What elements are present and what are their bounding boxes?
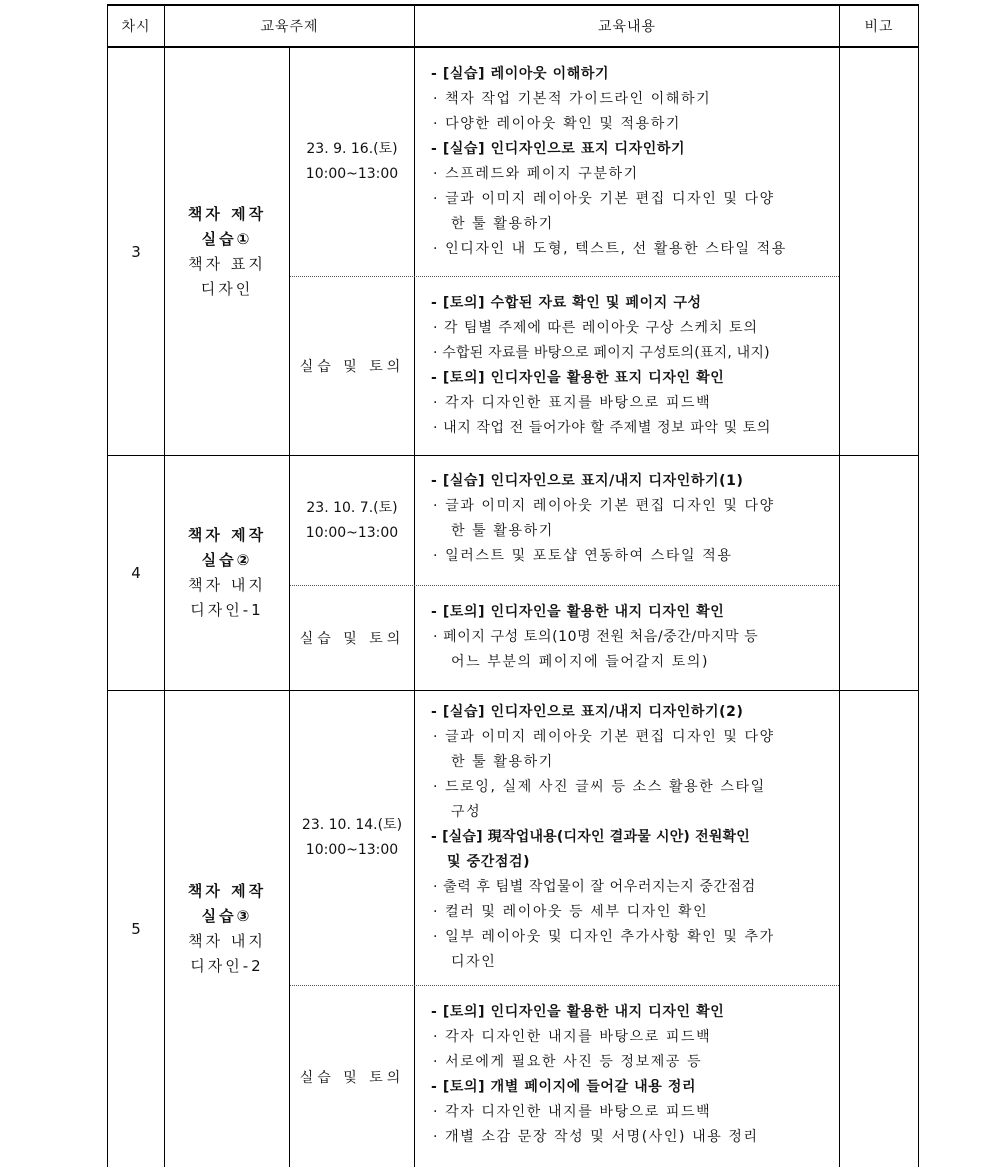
curriculum-table — [107, 4, 919, 1167]
header-session: 차시 — [121, 19, 151, 35]
content-heading: - [토의] 인디자인을 활용한 내지 디자인 확인 — [431, 1004, 725, 1020]
content-item: · 출력 후 팀별 작업물이 잘 어우러지는지 중간점검 — [433, 879, 756, 895]
content-heading: - [토의] 수합된 자료 확인 및 페이지 구성 — [431, 295, 702, 311]
content-heading-continued: 및 중간점검) — [447, 854, 531, 870]
session-topic — [165, 691, 289, 1167]
content-heading: - [실습] 인디자인으로 표지/내지 디자인하기(2) — [431, 704, 744, 720]
column-divider — [839, 4, 840, 1167]
practice-label: 실습 및 토의 — [299, 631, 405, 647]
content-item: · 각자 디자인한 내지를 바탕으로 피드백 — [433, 1029, 712, 1045]
content-heading: - [실습] 인디자인으로 표지 디자인하기 — [431, 141, 686, 157]
content-item-continued: 디자인 — [451, 954, 497, 970]
session-topic — [165, 48, 289, 455]
content-item: · 각자 디자인한 표지를 바탕으로 피드백 — [433, 395, 712, 411]
content-item: · 일러스트 및 포토샵 연동하여 스타일 적용 — [433, 548, 733, 564]
topic-title: 실습③ — [201, 907, 253, 925]
content-item: · 개별 소감 문장 작성 및 서명(사인) 내용 정리 — [433, 1129, 759, 1145]
topic-subtitle: 디자인 — [200, 279, 254, 298]
practice-label: 실습 및 토의 — [299, 359, 405, 375]
content-item: · 컬러 및 레이아웃 등 세부 디자인 확인 — [433, 904, 709, 920]
session-number: 3 — [131, 242, 141, 261]
time-text: 10:00~13:00 — [305, 842, 399, 858]
content-item: · 인디자인 내 도형, 텍스트, 선 활용한 스타일 적용 — [433, 241, 787, 257]
content-item: · 다양한 레이아웃 확인 및 적용하기 — [433, 116, 682, 132]
content-item: · 페이지 구성 토의(10명 전원 처음/중간/마지막 등 — [433, 629, 759, 645]
content-heading: - [토의] 개별 페이지에 들어갈 내용 정리 — [431, 1079, 697, 1095]
content-block — [419, 700, 837, 975]
content-item: · 각자 디자인한 내지를 바탕으로 피드백 — [433, 1104, 712, 1120]
header-topic: 교육주제 — [260, 19, 319, 35]
date-text: 23. 10. 7.(토) — [306, 499, 398, 516]
content-item-continued: 한 툴 활용하기 — [451, 216, 554, 232]
content-item-continued: 구성 — [451, 804, 482, 820]
content-item: · 각 팀별 주제에 따른 레이아웃 구상 스케치 토의 — [433, 320, 759, 336]
table-border-right — [918, 4, 919, 1167]
content-block — [419, 62, 837, 262]
topic-subtitle: 책자 내지 — [188, 932, 266, 950]
content-item: · 드로잉, 실제 사진 글씨 등 소스 활용한 스타일 — [433, 779, 766, 795]
content-item-continued: 한 툴 활용하기 — [451, 523, 554, 539]
practice-label: 실습 및 토의 — [299, 1069, 405, 1086]
topic-subtitle: 디자인-2 — [190, 957, 264, 975]
time-text: 10:00~13:00 — [305, 166, 399, 182]
content-item: · 스프레드와 페이지 구분하기 — [433, 166, 639, 182]
topic-title: 실습① — [201, 229, 253, 248]
date-text: 23. 9. 16.(토) — [306, 141, 398, 157]
content-item: · 글과 이미지 레이아웃 기본 편집 디자인 및 다양 — [433, 498, 775, 514]
topic-title: 책자 제작 — [187, 204, 267, 223]
topic-title: 실습② — [201, 551, 253, 569]
session-number: 4 — [131, 564, 141, 582]
topic-title: 책자 제작 — [187, 882, 267, 900]
content-heading: - [실습] 레이아웃 이해하기 — [431, 66, 610, 82]
date-text: 23. 10. 14.(토) — [301, 817, 403, 833]
content-item: · 수합된 자료를 바탕으로 페이지 구성토의(표지, 내지) — [433, 345, 770, 361]
header-content: 교육내용 — [597, 19, 657, 35]
content-block — [419, 1000, 837, 1150]
content-item: · 글과 이미지 레이아웃 기본 편집 디자인 및 다양 — [433, 191, 775, 207]
time-text: 10:00~13:00 — [305, 524, 399, 541]
session-date — [290, 456, 414, 585]
content-heading: - [실습] 인디자인으로 표지/내지 디자인하기(1) — [431, 473, 744, 489]
content-item: · 글과 이미지 레이아웃 기본 편집 디자인 및 다양 — [433, 729, 775, 745]
topic-subtitle: 책자 내지 — [188, 576, 266, 594]
content-item-continued: 한 툴 활용하기 — [451, 754, 554, 770]
content-heading: - [실습] 現작업내용(디자인 결과물 시안) 전원확인 — [431, 829, 751, 845]
header-note: 비고 — [864, 19, 894, 35]
content-block — [419, 291, 837, 441]
topic-subtitle: 디자인-1 — [190, 601, 264, 619]
topic-subtitle: 책자 표지 — [188, 254, 266, 273]
content-block — [419, 600, 837, 675]
content-item: · 일부 레이아웃 및 디자인 추가사항 확인 및 추가 — [433, 929, 775, 945]
content-block — [419, 469, 837, 569]
content-heading: - [토의] 인디자인을 활용한 내지 디자인 확인 — [431, 604, 725, 620]
content-item: · 내지 작업 전 들어가야 할 주제별 정보 파악 및 토의 — [433, 420, 772, 436]
session-number: 5 — [131, 920, 141, 938]
topic-title: 책자 제작 — [187, 526, 267, 544]
session-date — [290, 691, 414, 985]
session-topic — [165, 456, 289, 690]
content-item: · 책자 작업 기본적 가이드라인 이해하기 — [433, 91, 712, 107]
session-date — [290, 48, 414, 276]
content-item: · 서로에게 필요한 사진 등 정보제공 등 — [433, 1054, 703, 1070]
content-item-continued: 어느 부분의 페이지에 들어갈지 토의) — [451, 654, 710, 670]
content-heading: - [토의] 인디자인을 활용한 표지 디자인 확인 — [431, 370, 725, 386]
